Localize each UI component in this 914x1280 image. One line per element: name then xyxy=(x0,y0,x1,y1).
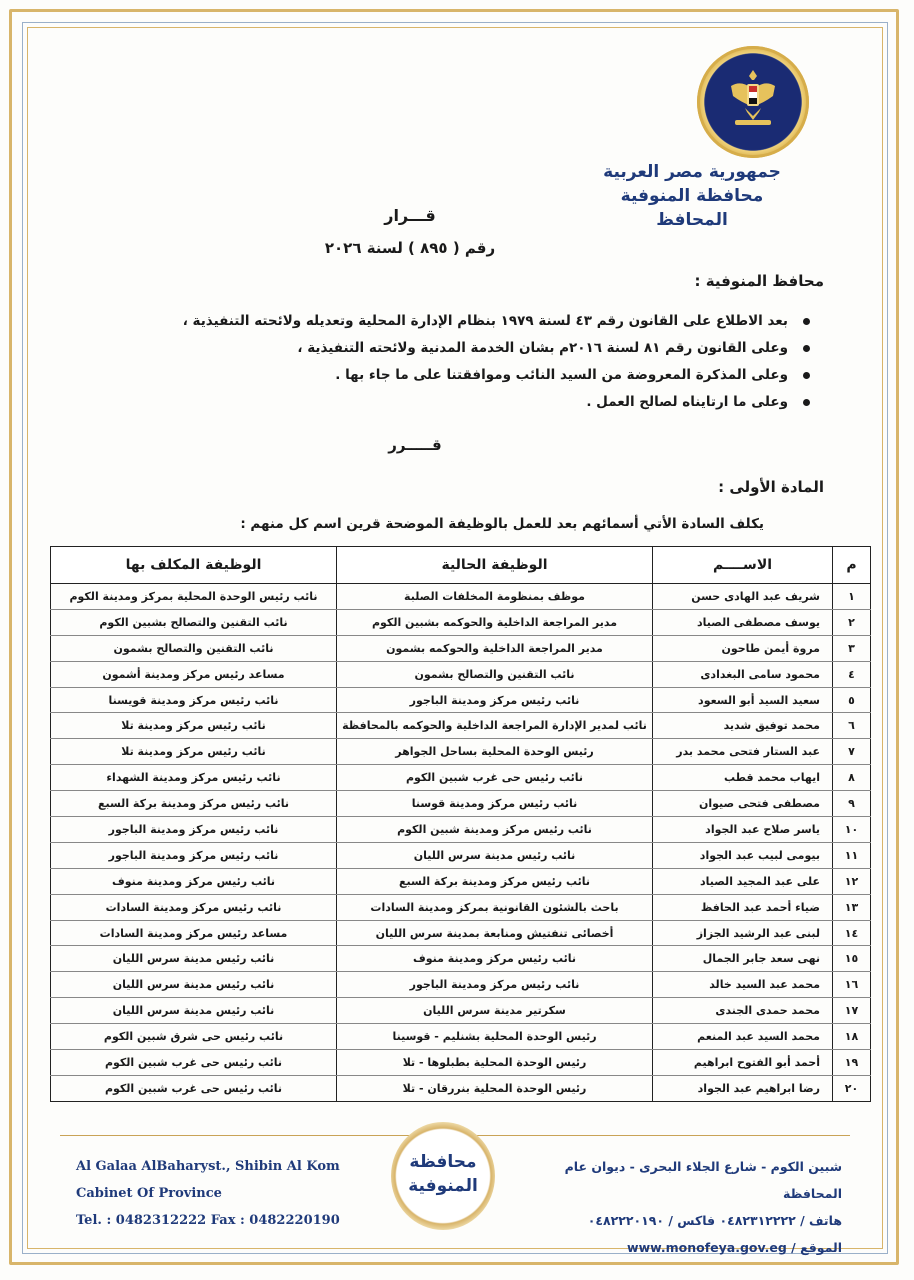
assigned-job: نائب رئيس مركز ومدينة منوف xyxy=(51,868,337,894)
footer-address-ar: شبين الكوم - شارع الجلاء البحرى - ديوان عام المحافظة xyxy=(564,1159,842,1201)
footer-website[interactable]: الموقع / www.monofeya.gov.eg xyxy=(627,1240,842,1255)
current-job: رئيس الوحدة المحلية بساحل الجواهر xyxy=(337,739,653,765)
row-number: ٢٠ xyxy=(833,1075,871,1101)
table-row xyxy=(51,791,871,817)
row-number: ١٠ xyxy=(833,817,871,843)
row-number: ١٤ xyxy=(833,920,871,946)
governor-label: محافظ المنوفية : xyxy=(694,272,824,290)
bullet-dot-icon xyxy=(803,318,810,325)
table-row xyxy=(51,868,871,894)
country-name: جمهورية مصر العربية xyxy=(603,162,781,182)
row-number: ١٨ xyxy=(833,1024,871,1050)
table-body xyxy=(51,584,871,1102)
employee-name: ضياء أحمد عبد الحافظ xyxy=(653,894,833,920)
egypt-eagle-emblem-icon xyxy=(697,46,809,158)
assigned-job: نائب رئيس حى شرق شبين الكوم xyxy=(51,1024,337,1050)
current-job: أخصائى تنفتيش ومنابعة بمدينة سرس الليان xyxy=(337,920,653,946)
assigned-job: نائب رئيس مركز ومدينة الشهداء xyxy=(51,765,337,791)
employee-name: أحمد أبو الفتوح ابراهيم xyxy=(653,1050,833,1076)
assigned-job: نائب رئيس مدينة سرس الليان xyxy=(51,946,337,972)
table-row xyxy=(51,920,871,946)
column-header-number: م xyxy=(833,547,871,584)
row-number: ٢ xyxy=(833,609,871,635)
current-job: نائب رئيس مركز ومدينة منوف xyxy=(337,946,653,972)
table-row xyxy=(51,817,871,843)
office-name: المحافظ xyxy=(656,210,728,230)
table-row xyxy=(51,687,871,713)
footer-contact-ar: هاتف / ٠٤٨٢٣١٢٢٢٢ فاكس / ٠٤٨٢٢٢٠١٩٠ xyxy=(587,1213,842,1228)
row-number: ٦ xyxy=(833,713,871,739)
table-row xyxy=(51,972,871,998)
current-job: موظف بمنظومة المخلفات الصلبة xyxy=(337,584,653,610)
decree-title-block xyxy=(260,206,560,257)
row-number: ٥ xyxy=(833,687,871,713)
current-job: نائب رئيس مدينة سرس الليان xyxy=(337,842,653,868)
table-row xyxy=(51,946,871,972)
bullet-dot-icon xyxy=(803,345,810,352)
row-number: ٧ xyxy=(833,739,871,765)
employee-name: لبنى عبد الرشيد الجزاز xyxy=(653,920,833,946)
current-job: مدير المراجعة الداخلية والحوكمه بشبين الكوم xyxy=(337,609,653,635)
row-number: ٨ xyxy=(833,765,871,791)
employee-name: محمود سامى البغدادى xyxy=(653,661,833,687)
footer-arabic-address xyxy=(512,1153,842,1261)
column-header-name: الاســــم xyxy=(653,547,833,584)
assigned-job: نائب رئيس مركز ومدينة الباجور xyxy=(51,817,337,843)
current-job: مدير المراجعة الداخلية والحوكمه بشمون xyxy=(337,635,653,661)
seal-line-2: المنوفية xyxy=(408,1176,478,1196)
employee-name: محمد عبد السيد خالد xyxy=(653,972,833,998)
current-job: نائب رئيس مركز ومدينة بركة السبع xyxy=(337,868,653,894)
article-label: المادة الأولى : xyxy=(718,478,824,496)
row-number: ١١ xyxy=(833,842,871,868)
assignment-table xyxy=(50,546,871,1102)
row-number: ١٣ xyxy=(833,894,871,920)
assigned-job: نائب رئيس مركز ومدينة بركة السبع xyxy=(51,791,337,817)
table-row xyxy=(51,584,871,610)
current-job: سكرتير مدينة سرس الليان xyxy=(337,998,653,1024)
footer-contact-en: Tel. : 0482312222 Fax : 0482220190 xyxy=(76,1213,340,1228)
column-header-assigned-job: الوظيفة المكلف بها xyxy=(51,547,337,584)
employee-name: ياسر صلاح عبد الجواد xyxy=(653,817,833,843)
table-row xyxy=(51,739,871,765)
current-job: رئيس الوحدة المحلية بطبلوها - تلا xyxy=(337,1050,653,1076)
governorate-name: محافظة المنوفية xyxy=(620,186,764,206)
table-row xyxy=(51,998,871,1024)
assigned-job: نائب التقنين والتصالح بشبين الكوم xyxy=(51,609,337,635)
current-job: نائب رئيس مركز ومدينة شبين الكوم xyxy=(337,817,653,843)
table-header-row xyxy=(51,547,871,584)
employee-name: ايهاب محمد قطب xyxy=(653,765,833,791)
current-job: نائب رئيس مركز ومدينة قوسنا xyxy=(337,791,653,817)
current-job: نائب رئيس مركز ومدينة الباجور xyxy=(337,972,653,998)
row-number: ١ xyxy=(833,584,871,610)
bullet-dot-icon xyxy=(803,399,810,406)
table-row xyxy=(51,661,871,687)
current-job: نائب لمدير الإدارة المراجعة الداخلية والحوكمه بالمحافظة xyxy=(337,713,653,739)
table-row xyxy=(51,713,871,739)
issuer-header xyxy=(542,160,842,232)
row-number: ١٦ xyxy=(833,972,871,998)
assigned-job: نائب رئيس مدينة سرس الليان xyxy=(51,998,337,1024)
decision-heading: قـــــرر xyxy=(388,436,442,454)
assigned-job: نائب رئيس حى غرب شبين الكوم xyxy=(51,1050,337,1076)
table-row xyxy=(51,609,871,635)
footer-cabinet-en: Cabinet Of Province xyxy=(76,1186,222,1201)
preamble-item: بعد الاطلاع على القانون رقم ٤٣ لسنة ١٩٧٩ بنظام الإدارة المحلية وتعديله ولائحته التنفيذية ، xyxy=(134,308,814,335)
current-job: نائب التقنين والتصالح بشمون xyxy=(337,661,653,687)
current-job: نائب رئيس مركز ومدينة الباجور xyxy=(337,687,653,713)
employee-name: شريف عبد الهادى حسن xyxy=(653,584,833,610)
assigned-job: نائب التقنين والتصالح بشمون xyxy=(51,635,337,661)
employee-name: نهى سعد جابر الجمال xyxy=(653,946,833,972)
row-number: ١٧ xyxy=(833,998,871,1024)
assigned-job: مساعد رئيس مركز ومدينة أشمون xyxy=(51,661,337,687)
footer-address-en: Al Galaa AlBaharyst., Shibin Al Kom xyxy=(76,1159,340,1174)
employee-name: عبد الستار فتحى محمد بدر xyxy=(653,739,833,765)
employee-name: محمد توفيق شديد xyxy=(653,713,833,739)
employee-name: مروة أيمن طاحون xyxy=(653,635,833,661)
row-number: ١٥ xyxy=(833,946,871,972)
footer-english-address xyxy=(76,1153,376,1234)
employee-name: على عبد المجيد الصياد xyxy=(653,868,833,894)
current-job: رئيس الوحدة المحلية بشنليم - قوسينا xyxy=(337,1024,653,1050)
current-job: رئيس الوحدة المحلية بنررقان - تلا xyxy=(337,1075,653,1101)
row-number: ٤ xyxy=(833,661,871,687)
assigned-job: مساعد رئيس مركز ومدينة السادات xyxy=(51,920,337,946)
employee-name: مصطفى فتحى صيوان xyxy=(653,791,833,817)
employee-name: بيومى لبيب عبد الجواد xyxy=(653,842,833,868)
governorate-seal xyxy=(391,1122,495,1230)
row-number: ٣ xyxy=(833,635,871,661)
assigned-job: نائب رئيس مركز ومدينة تلا xyxy=(51,739,337,765)
assigned-job: نائب رئيس مركز ومدينة الباجور xyxy=(51,842,337,868)
assigned-job: نائب رئيس الوحدة المحلية بمركز ومدينة الكوم xyxy=(51,584,337,610)
employee-name: محمد حمدى الجندى xyxy=(653,998,833,1024)
table-row xyxy=(51,1075,871,1101)
table-row xyxy=(51,1024,871,1050)
article-text: يكلف السادة الأتي أسمائهم بعد للعمل بالوظيفة الموضحة قرين اسم كل منهم : xyxy=(240,516,764,532)
table-row xyxy=(51,635,871,661)
table-row xyxy=(51,842,871,868)
preamble-list xyxy=(134,308,814,416)
assigned-job: نائب رئيس مركز ومدينة قويسنا xyxy=(51,687,337,713)
decree-number: رقم ( ٨٩٥ ) لسنة ٢٠٢٦ xyxy=(324,239,496,257)
seal-line-1: محافظة xyxy=(409,1152,477,1172)
table-row xyxy=(51,1050,871,1076)
preamble-item: وعلى المذكرة المعروضة من السيد النائب وموافقتنا على ما جاء بها . xyxy=(134,362,814,389)
current-job: باحث بالشئون القانونية بمركز ومدينة السادات xyxy=(337,894,653,920)
current-job: نائب رئيس حى غرب شبين الكوم xyxy=(337,765,653,791)
employee-name: سعيد السيد أبو السعود xyxy=(653,687,833,713)
decree-title: قـــرار xyxy=(384,206,436,225)
preamble-item: وعلى ما ارتايناه لصالح العمل . xyxy=(134,389,814,416)
eagle-icon xyxy=(723,66,783,128)
employee-name: محمد السيد عبد المنعم xyxy=(653,1024,833,1050)
row-number: ١٩ xyxy=(833,1050,871,1076)
table-row xyxy=(51,765,871,791)
bullet-dot-icon xyxy=(803,372,810,379)
assigned-job: نائب رئيس مركز ومدينة السادات xyxy=(51,894,337,920)
assigned-job: نائب رئيس حى غرب شبين الكوم xyxy=(51,1075,337,1101)
preamble-item: وعلى القانون رقم ٨١ لسنة ٢٠١٦م بشان الخدمة المدنية ولائحته التنفيذية ، xyxy=(134,335,814,362)
column-header-current-job: الوظيفة الحالية xyxy=(337,547,653,584)
table-row xyxy=(51,894,871,920)
assigned-job: نائب رئيس مركز ومدينة تلا xyxy=(51,713,337,739)
assigned-job: نائب رئيس مدينة سرس الليان xyxy=(51,972,337,998)
employee-name: يوسف مصطفى الصياد xyxy=(653,609,833,635)
employee-name: رضا ابراهيم عبد الجواد xyxy=(653,1075,833,1101)
row-number: ١٢ xyxy=(833,868,871,894)
row-number: ٩ xyxy=(833,791,871,817)
